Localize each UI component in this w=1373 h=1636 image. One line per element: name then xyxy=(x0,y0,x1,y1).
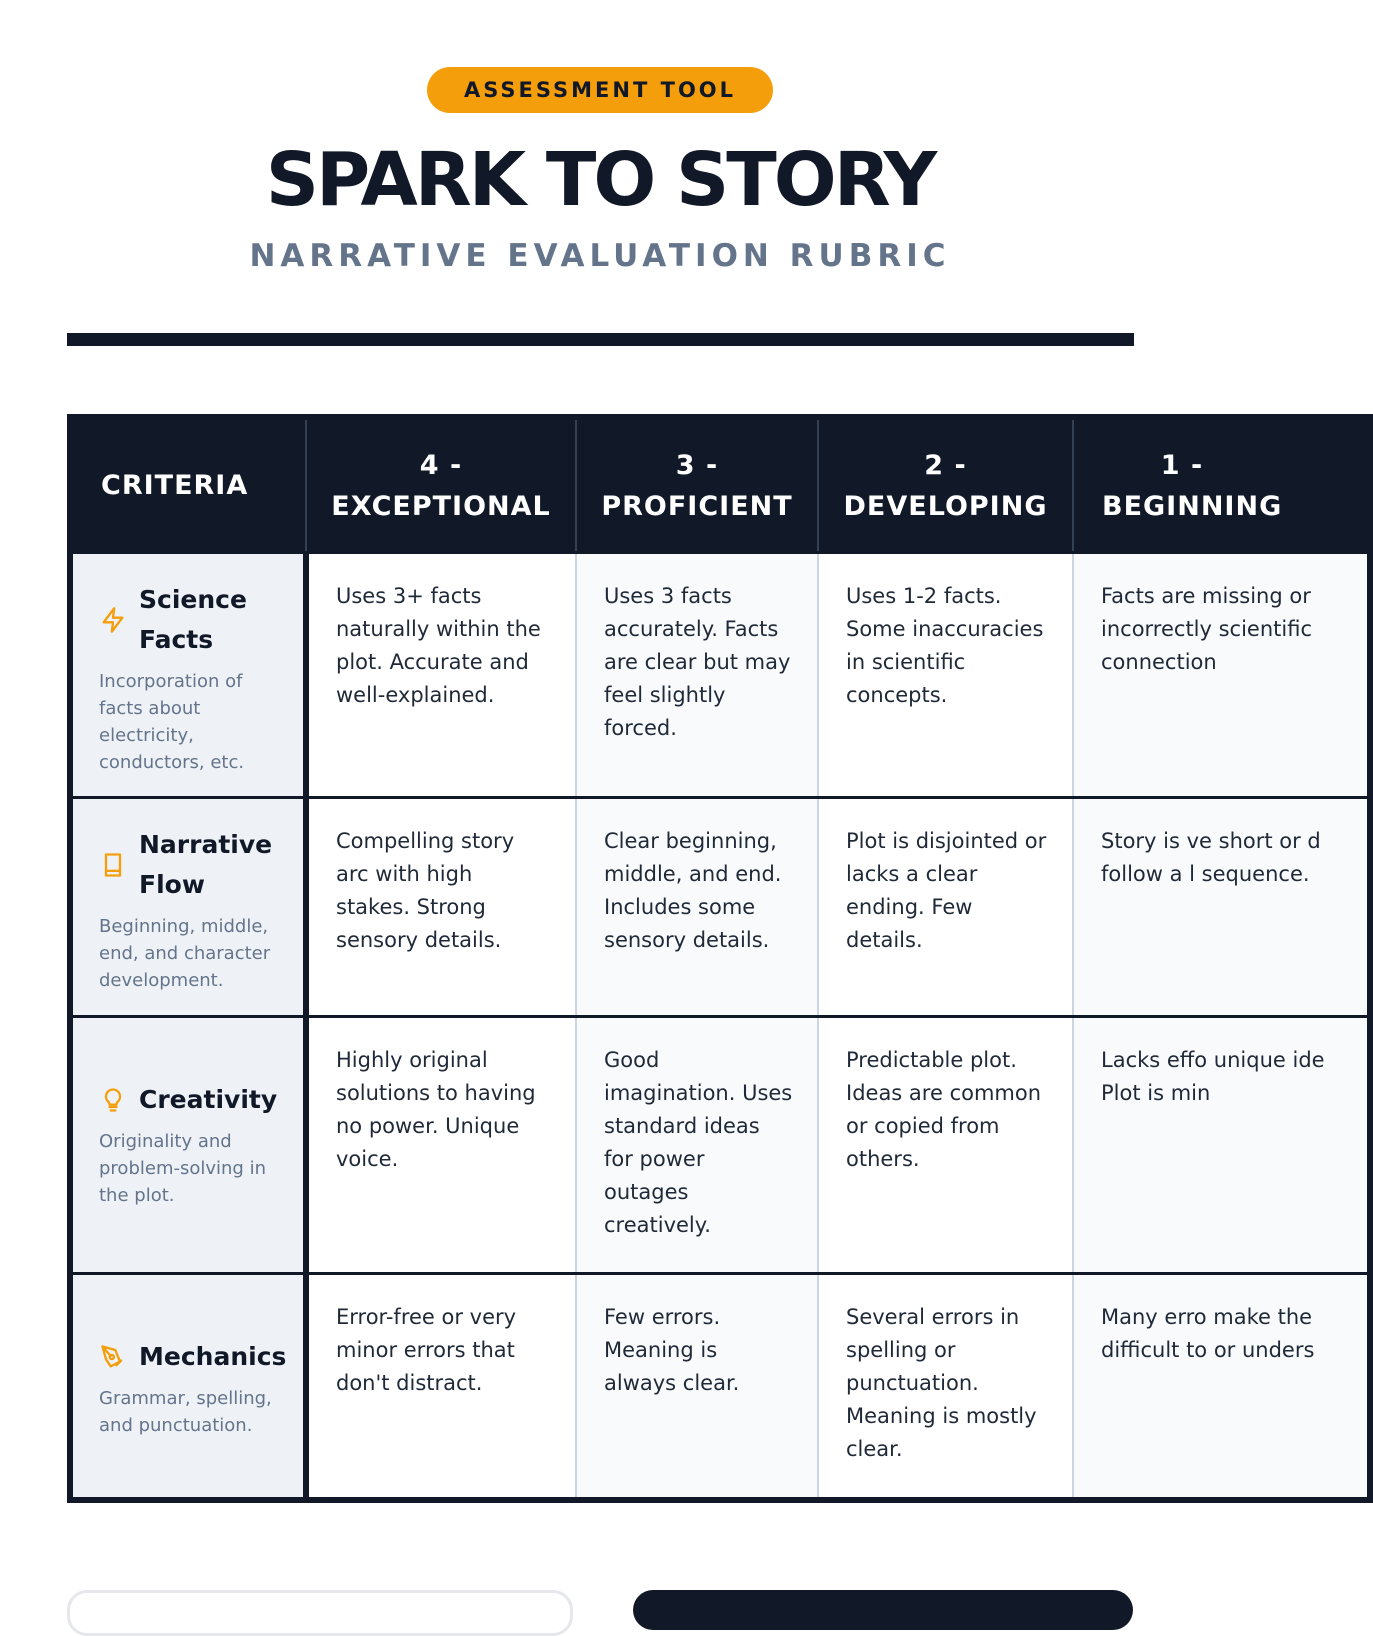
criteria-description: Originality and problem-solving in the plot. xyxy=(99,1131,266,1206)
criteria-description: Incorporation of facts about electricity, conductors, etc. xyxy=(99,671,245,773)
level-3-cell: Uses 3 facts accurately. Facts are clear but may feel slightly forced. xyxy=(576,553,818,798)
rubric-row-mechanics xyxy=(70,1274,1370,1501)
level-3-cell: Few errors. Meaning is always clear. xyxy=(576,1274,818,1501)
footer-card-left xyxy=(67,1590,573,1636)
rubric-table xyxy=(67,414,1373,1503)
rubric-header-row xyxy=(70,417,1370,553)
pen-nib-icon xyxy=(99,1343,127,1371)
level-2-cell: Uses 1-2 facts. Some inaccuracies in scientific concepts. xyxy=(818,553,1073,798)
level-header-1-label: 1 - BEGINNING xyxy=(1102,449,1283,522)
criteria-cell-mechanics xyxy=(70,1274,306,1501)
title-divider xyxy=(67,333,1134,346)
level-header-2-label: 2 - DEVELOPING xyxy=(843,449,1048,522)
lightning-bolt-icon xyxy=(99,606,127,634)
criteria-name: Mechanics xyxy=(139,1342,287,1371)
level-4-cell: Uses 3+ facts naturally within the plot. Accurate and well-explained. xyxy=(306,553,576,798)
level-header-2 xyxy=(818,417,1073,553)
level-3-cell: Good imagination. Uses standard ideas for power outages creatively. xyxy=(576,1017,818,1274)
lightbulb-icon xyxy=(99,1086,127,1114)
level-1-cell: Story is ve short or d follow a l sequence. xyxy=(1073,798,1370,1017)
footer-card-right xyxy=(633,1590,1133,1630)
criteria-name: Creativity xyxy=(139,1085,278,1114)
level-1-cell: Lacks effo unique ide Plot is min xyxy=(1073,1017,1370,1274)
criteria-cell-creativity xyxy=(70,1017,306,1274)
page-title: SPARK TO STORY xyxy=(265,137,935,223)
level-4-cell: Compelling story arc with high stakes. Strong sensory details. xyxy=(306,798,576,1017)
rubric-row-science-facts xyxy=(70,553,1370,798)
level-2-cell: Plot is disjointed or lacks a clear ending. Few details. xyxy=(818,798,1073,1017)
level-header-4 xyxy=(306,417,576,553)
level-1-cell: Many erro make the difficult to or unders xyxy=(1073,1274,1370,1501)
rubric-row-creativity xyxy=(70,1017,1370,1274)
level-header-1 xyxy=(1073,417,1370,553)
criteria-description: Beginning, middle, end, and character development. xyxy=(99,916,271,991)
level-2-cell: Predictable plot. Ideas are common or copied from others. xyxy=(818,1017,1073,1274)
book-icon xyxy=(99,851,127,879)
level-1-cell: Facts are missing or incorrectly scientific connection xyxy=(1073,553,1370,798)
level-3-cell: Clear beginning, middle, and end. Includes some sensory details. xyxy=(576,798,818,1017)
level-header-3 xyxy=(576,417,818,553)
criteria-description: Grammar, spelling, and punctuation. xyxy=(99,1388,272,1436)
criteria-header: CRITERIA xyxy=(70,417,306,553)
rubric-table-container xyxy=(67,414,1325,1510)
page-subtitle: NARRATIVE EVALUATION RUBRIC xyxy=(249,238,951,274)
level-header-4-label: 4 - EXCEPTIONAL xyxy=(331,449,551,522)
assessment-tool-badge: ASSESSMENT TOOL xyxy=(427,67,773,113)
criteria-cell-science-facts xyxy=(70,553,306,798)
level-4-cell: Highly original solutions to having no power. Unique voice. xyxy=(306,1017,576,1274)
rubric-row-narrative-flow xyxy=(70,798,1370,1017)
criteria-name: Narrative Flow xyxy=(139,830,273,899)
criteria-cell-narrative-flow xyxy=(70,798,306,1017)
level-header-3-label: 3 - PROFICIENT xyxy=(601,449,793,522)
level-2-cell: Several errors in spelling or punctuation. Meaning is mostly clear. xyxy=(818,1274,1073,1501)
criteria-name: Science Facts xyxy=(139,585,247,654)
level-4-cell: Error-free or very minor errors that don't distract. xyxy=(306,1274,576,1501)
